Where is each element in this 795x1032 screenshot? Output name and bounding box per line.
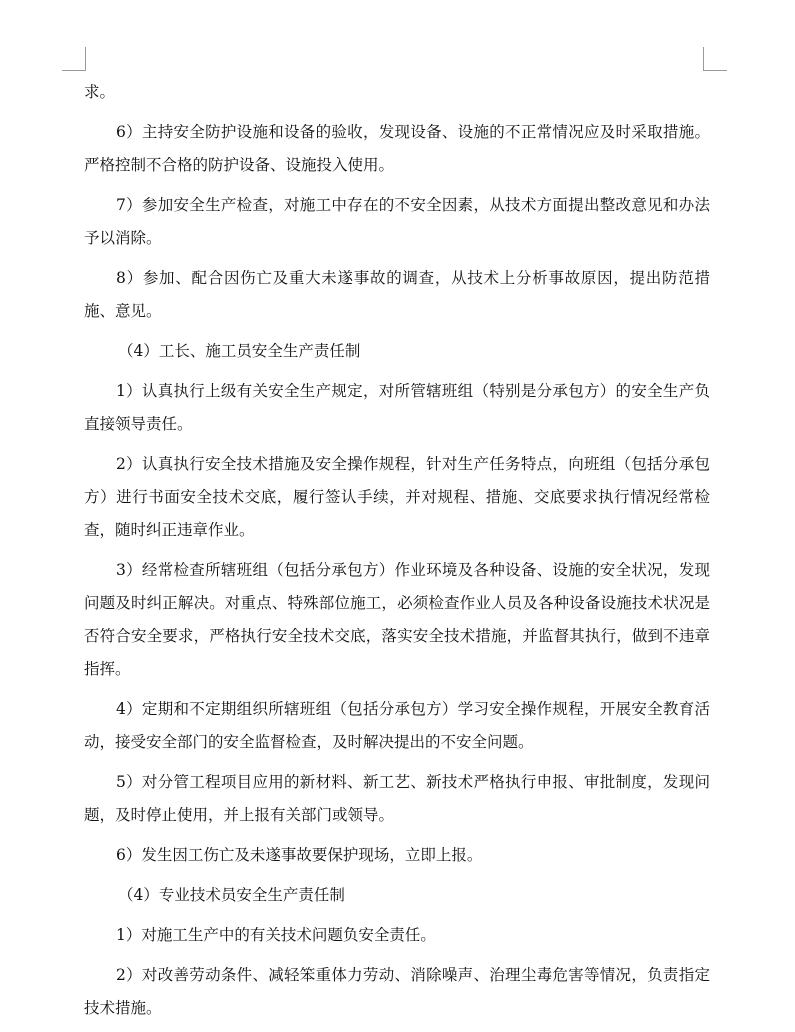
paragraph: 8）参加、配合因伤亡及重大未遂事故的调查，从技术上分析事故原因，提出防范措施、意见。 [84, 269, 710, 320]
section-heading: （4）工长、施工员安全生产责任制 [118, 342, 361, 360]
paragraph: 2）认真执行安全技术措施及安全操作规程，针对生产任务特点，向班组（包括分承包方）进行书面安全技术交底，履行签认手续，并对规程、措施、交底要求执行情况经常检查，随时纠正违章作业。 [84, 455, 710, 539]
paragraph: 6）主持安全防护设施和设备的验收，发现设备、设施的不正常情况应及时采取措施。严格控制不合格的防护设备、设施投入使用。 [84, 123, 710, 174]
margin-corner-mark-left [62, 47, 86, 71]
paragraph: 1）对施工生产中的有关技术问题负安全责任。 [116, 926, 436, 944]
paragraph: 4）定期和不定期组织所辖班组（包括分承包方）学习安全操作规程，开展安全教育活动，接受安全部门的安全监督检查，及时解决提出的不安全问题。 [84, 700, 710, 751]
paragraph: 求。 [84, 83, 116, 101]
margin-corner-mark-right [703, 47, 727, 71]
paragraph: 1）认真执行上级有关安全生产规定，对所管辖班组（特别是分承包方）的安全生产负直接领导责任。 [84, 382, 710, 433]
paragraph: 2）对改善劳动条件、减轻笨重体力劳动、消除噪声、治理尘毒危害等情况，负责指定技术措施。 [84, 966, 710, 1017]
paragraph: 3）经常检查所辖班组（包括分承包方）作业环境及各种设备、设施的安全状况，发现问题及时纠正解决。对重点、特殊部位施工，必须检查作业人员及各种设备设施技术状况是否符合安全要求，严格执行安全技术交底，落实安全技术措施，并监督其执行，做到不违章指挥。 [84, 561, 710, 678]
paragraph: 5）对分管工程项目应用的新材料、新工艺、新技术严格执行申报、审批制度，发现问题，及时停止使用，并上报有关部门或领导。 [84, 773, 710, 824]
paragraph: 7）参加安全生产检查，对施工中存在的不安全因素，从技术方面提出整改意见和办法予以消除。 [84, 196, 710, 247]
section-heading: （4）专业技术员安全生产责任制 [118, 886, 345, 904]
paragraph: 6）发生因工伤亡及未遂事故要保护现场，立即上报。 [116, 846, 483, 864]
document-body [84, 76, 710, 1032]
